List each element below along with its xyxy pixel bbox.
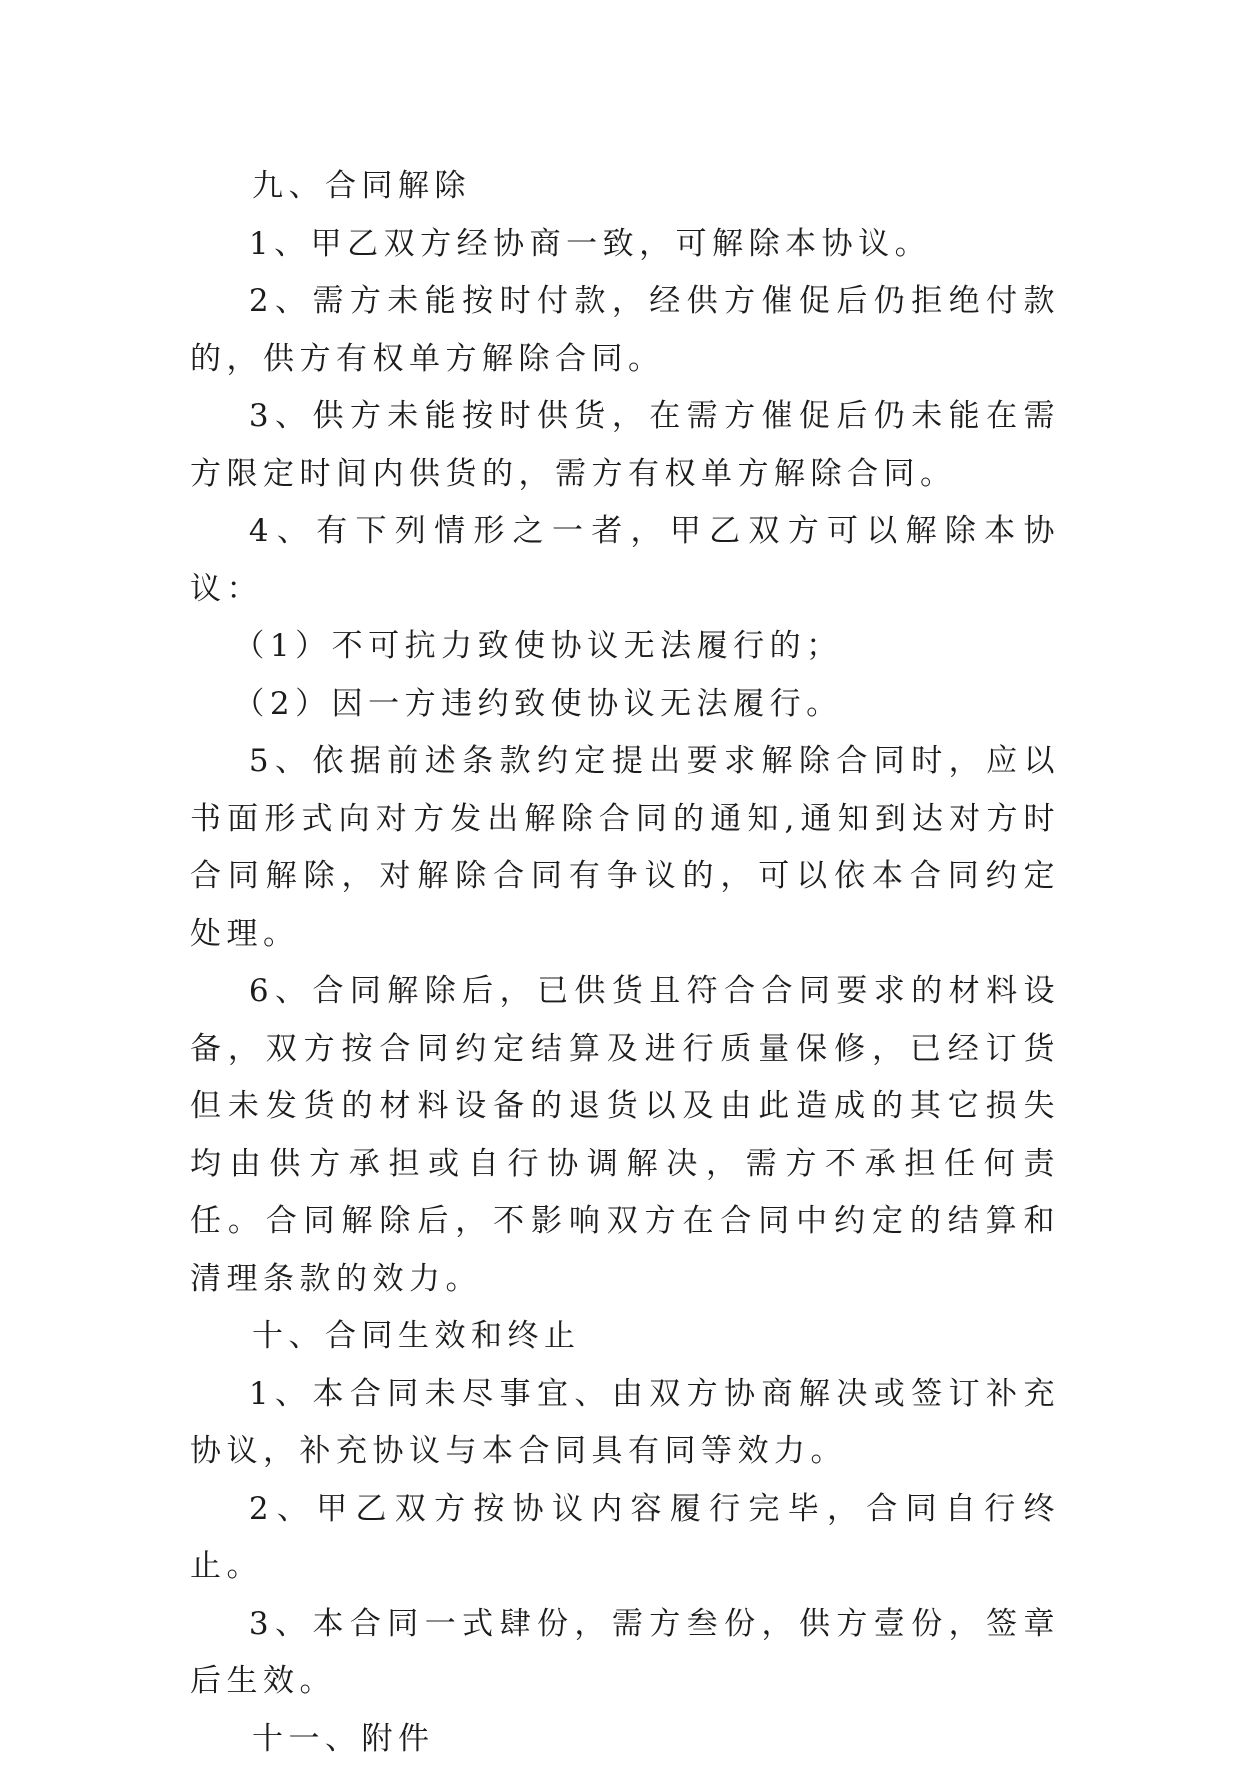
clause-9-4-2: （2）因一方违约致使协议无法履行。	[190, 676, 1060, 734]
section-11-heading: 十一、附件	[190, 1711, 1060, 1768]
clause-9-4-1: （1）不可抗力致使协议无法履行的；	[190, 618, 1060, 676]
clause-10-2: 2、甲乙双方按协议内容履行完毕，合同自行终止。	[190, 1481, 1060, 1596]
section-9-heading: 九、合同解除	[190, 158, 1060, 216]
clause-9-6: 6、合同解除后，已供货且符合合同要求的材料设备，双方按合同约定结算及进行质量保修，已经订货但未发货的材料设备的退货以及由此造成的其它损失均由供方承担或自行协调解决，需方不承担任何责任。合同解除后，不影响双方在合同中约定的结算和清理条款的效力。	[190, 963, 1060, 1308]
document-body	[190, 158, 1060, 1768]
section-10-heading: 十、合同生效和终止	[190, 1308, 1060, 1366]
clause-9-2: 2、需方未能按时付款，经供方催促后仍拒绝付款的，供方有权单方解除合同。	[190, 273, 1060, 388]
clause-9-4: 4、有下列情形之一者，甲乙双方可以解除本协议：	[190, 503, 1060, 618]
clause-10-3: 3、本合同一式肆份，需方叁份，供方壹份，签章后生效。	[190, 1596, 1060, 1711]
clause-9-3: 3、供方未能按时供货，在需方催促后仍未能在需方限定时间内供货的，需方有权单方解除合同。	[190, 388, 1060, 503]
clause-9-5: 5、依据前述条款约定提出要求解除合同时，应以书面形式向对方发出解除合同的通知,通知到达对方时合同解除，对解除合同有争议的，可以依本合同约定处理。	[190, 733, 1060, 963]
clause-9-1: 1、甲乙双方经协商一致，可解除本协议。	[190, 216, 1060, 274]
clause-10-1: 1、本合同未尽事宜、由双方协商解决或签订补充协议，补充协议与本合同具有同等效力。	[190, 1366, 1060, 1481]
